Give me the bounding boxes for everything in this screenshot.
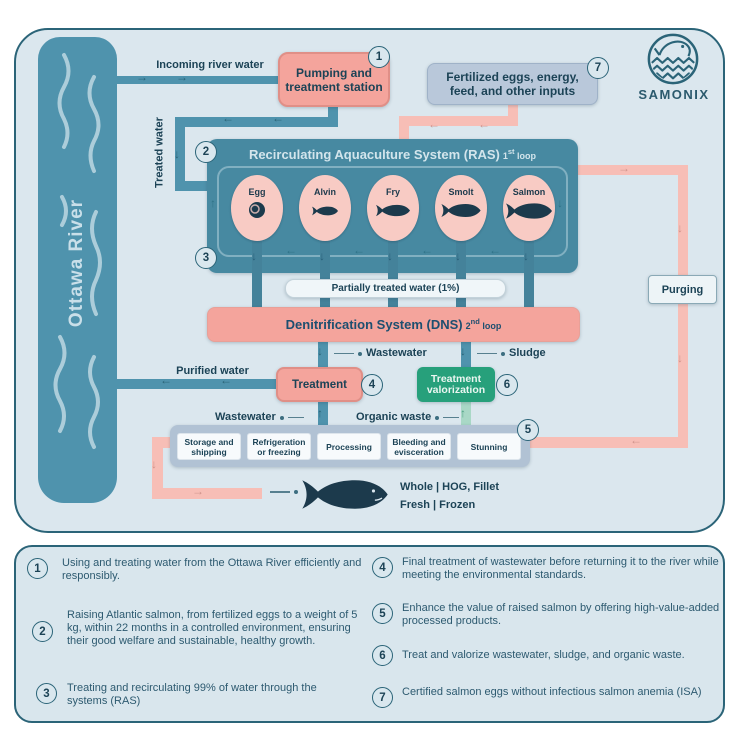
flow-arrow: → xyxy=(176,70,188,84)
dns-box xyxy=(207,307,580,342)
pipe-inputs-horizontal xyxy=(399,116,518,126)
egg-icon xyxy=(247,200,267,220)
badge-6: 6 xyxy=(496,374,518,396)
brand-name: SAMONIX xyxy=(638,87,710,102)
badge-2: 2 xyxy=(195,141,217,163)
samonix-logo-icon xyxy=(646,32,700,86)
flow-arrow: ← xyxy=(421,243,433,257)
legend-item-2: Raising Atlantic salmon, from fertilized eggs to a weight of 5 kg, within 22 months in a controlled environment, ensuring their good welfare and sustainable, healthy growth. xyxy=(67,609,358,647)
pipe-to-stunning xyxy=(530,437,683,448)
legend-badge-3: 3 xyxy=(36,683,57,704)
flow-arrow: ↓ xyxy=(523,249,529,263)
stage-label: Smolt xyxy=(448,187,474,197)
badge-5: 5 xyxy=(517,419,539,441)
flow-dot xyxy=(501,352,505,356)
flow-line xyxy=(443,417,459,419)
flow-arrow: ← xyxy=(220,373,232,387)
pipe-purging-vertical xyxy=(678,165,688,448)
flow-arrow: → xyxy=(136,70,148,84)
flow-arrow: ↓ xyxy=(460,344,466,358)
organic-waste-label: Organic waste xyxy=(356,411,432,423)
products-line2: Fresh | Frozen xyxy=(400,499,476,511)
step-stunning: Stunning xyxy=(457,433,521,460)
flow-arrow: ↓ xyxy=(251,249,257,263)
flow-line xyxy=(334,353,354,355)
flow-arrow: ← xyxy=(630,433,642,447)
flow-arrow: ↑ xyxy=(210,196,216,210)
step-bleeding: Bleeding and evisceration xyxy=(387,433,451,460)
badge-7: 7 xyxy=(587,57,609,79)
wastewater-bottom-row xyxy=(215,411,304,424)
legend-item-1: Using and treating water from the Ottawa River efficiently and responsibly. xyxy=(62,557,362,582)
partially-treated-label-box xyxy=(285,279,506,298)
flow-arrow: ← xyxy=(222,111,234,125)
pumping-station-label: Pumping and treatment station xyxy=(285,65,383,94)
legend-badge-7: 7 xyxy=(372,687,393,708)
pipe-to-products xyxy=(152,488,262,499)
legend-item-6: Treat and valorize wastewater, sludge, and organic waste. xyxy=(402,649,685,661)
wastewater-bottom-label: Wastewater xyxy=(215,411,276,423)
flow-arrow: ↓ xyxy=(387,249,393,263)
incoming-water-label: Incoming river water xyxy=(156,59,264,71)
valorization-label: Treatment valorization xyxy=(426,372,486,396)
flow-arrow: → xyxy=(618,161,630,175)
badge-4: 4 xyxy=(361,374,383,396)
stage-label: Fry xyxy=(385,187,400,197)
legend-badge-6: 6 xyxy=(372,645,393,666)
stage-fry xyxy=(367,175,419,241)
ras-title-text: Recirculating Aquaculture System (RAS) xyxy=(248,147,500,162)
ras-title xyxy=(207,147,578,162)
inputs-label: Fertilized eggs, energy, feed, and other inputs xyxy=(446,70,579,98)
flow-arrow: ↓ xyxy=(677,221,683,235)
flow-line xyxy=(477,353,497,355)
sludge-label: Sludge xyxy=(509,347,546,359)
legend-item-3: Treating and recirculating 99% of water through the systems (RAS) xyxy=(67,682,317,707)
legend-badge-5: 5 xyxy=(372,603,393,624)
flow-arrow: ← xyxy=(353,243,365,257)
flow-arrow: ↓ xyxy=(317,344,323,358)
fish-connector-row xyxy=(270,490,298,494)
stage-salmon xyxy=(503,175,555,241)
ras-loop-label: 1st loop xyxy=(502,147,537,161)
legend-item-4: Final treatment of wastewater before returning it to the river while meeting the environmental standards. xyxy=(402,556,719,581)
stage-label: Salmon xyxy=(512,187,546,197)
pipe-treated-into-ras xyxy=(175,181,211,191)
treatment-box xyxy=(276,367,363,402)
wastewater-top-label: Wastewater xyxy=(366,347,427,359)
legend-item-7: Certified salmon eggs without infectious salmon anemia (ISA) xyxy=(402,686,702,698)
stage-alvin xyxy=(299,175,351,241)
product-salmon-icon xyxy=(300,476,390,513)
flow-arrow: ↓ xyxy=(174,147,180,161)
flow-line xyxy=(288,417,304,419)
stage-label: Egg xyxy=(248,187,266,197)
flow-arrow: ↓ xyxy=(677,351,683,365)
flow-arrow: ↓ xyxy=(151,457,157,471)
legend-badge-4: 4 xyxy=(372,557,393,578)
step-storage-shipping: Storage and shipping xyxy=(177,433,241,460)
valorization-box xyxy=(417,367,495,402)
alvin-fish-icon xyxy=(312,205,338,217)
flow-dot xyxy=(435,416,439,420)
flow-arrow: ← xyxy=(272,111,284,125)
step-processing: Processing xyxy=(317,433,381,460)
smolt-fish-icon xyxy=(441,202,481,219)
legend-badge-2: 2 xyxy=(32,621,53,642)
flow-dot xyxy=(358,352,362,356)
inputs-box xyxy=(427,63,598,105)
pipe-ras-exit xyxy=(578,165,683,175)
river-label: Ottawa River xyxy=(66,198,87,328)
pipe-purified-water xyxy=(115,379,276,389)
flow-dot xyxy=(294,490,298,494)
partially-treated-text: Partially treated water (1%) xyxy=(331,283,460,294)
fry-fish-icon xyxy=(376,203,410,218)
stage-egg xyxy=(231,175,283,241)
pipe-treated-horizontal xyxy=(175,117,338,127)
purified-water-label: Purified water xyxy=(176,365,249,377)
legend-item-5: Enhance the value of raised salmon by offering high-value-added processed products. xyxy=(402,602,720,627)
flow-dot xyxy=(280,416,284,420)
flow-arrow: ← xyxy=(478,117,490,131)
purging-box xyxy=(648,275,717,304)
sludge-row xyxy=(477,347,546,360)
flow-arrow: ← xyxy=(285,243,297,257)
step-refrigeration: Refrigeration or freezing xyxy=(247,433,311,460)
pipe-inputs-into-ras xyxy=(399,116,409,140)
flow-line xyxy=(270,491,290,493)
flow-arrow: ↓ xyxy=(455,249,461,263)
flow-arrow: ↑ xyxy=(460,406,466,420)
dns-title-text: Denitrification System (DNS) xyxy=(285,317,463,332)
organic-waste-row xyxy=(356,411,459,424)
dns-loop-label: 2nd loop xyxy=(465,317,502,331)
products-line1: Whole | HOG, Fillet xyxy=(400,481,500,493)
badge-3: 3 xyxy=(195,247,217,269)
flow-arrow: ↑ xyxy=(317,406,323,420)
flow-arrow: ← xyxy=(160,373,172,387)
stage-label: Alvin xyxy=(313,187,336,197)
wastewater-top-row xyxy=(334,347,427,360)
salmon-fish-icon xyxy=(506,201,552,221)
flow-arrow: ↓ xyxy=(557,196,563,210)
flow-arrow: ↓ xyxy=(319,249,325,263)
treatment-label: Treatment xyxy=(292,378,347,391)
treated-water-label: Treated water xyxy=(153,117,166,188)
flow-arrow: ← xyxy=(428,117,440,131)
purging-label: Purging xyxy=(661,283,704,296)
flow-arrow: ← xyxy=(489,243,501,257)
stage-smolt xyxy=(435,175,487,241)
legend-badge-1: 1 xyxy=(27,558,48,579)
flow-arrow: → xyxy=(192,484,204,498)
badge-1: 1 xyxy=(368,46,390,68)
